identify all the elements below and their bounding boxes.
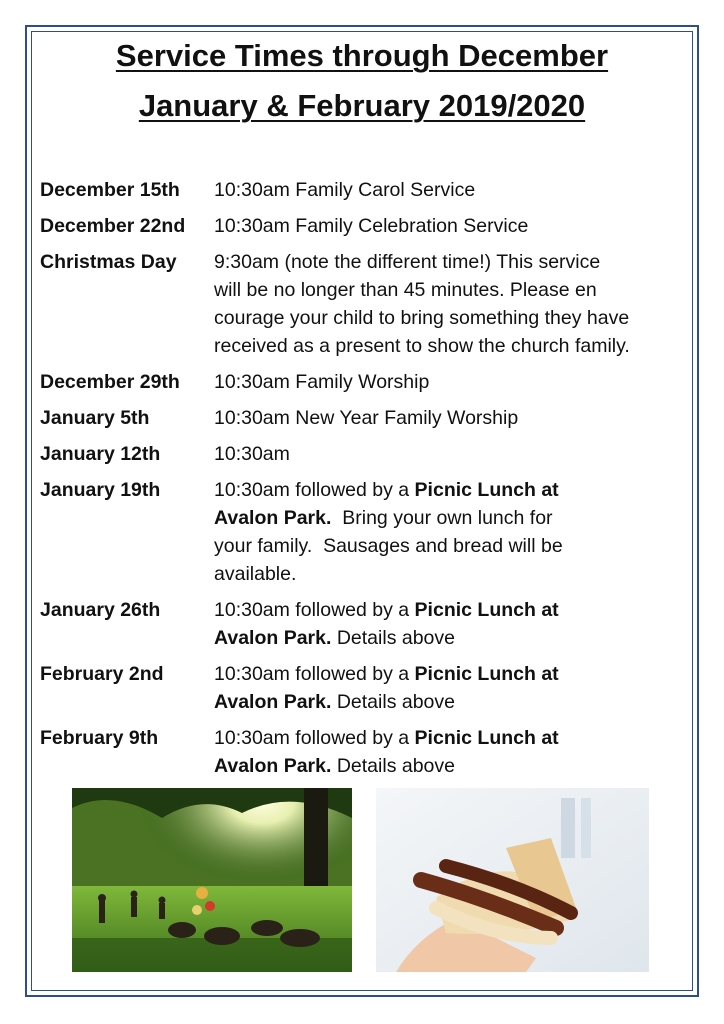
service-date: December 15th [40,179,180,201]
schedule-row [40,212,690,240]
schedule-row [40,440,690,468]
service-description [214,476,690,588]
description-line: available. [214,563,297,585]
picnic-highlight: Picnic Lunch at [414,727,559,749]
schedule-row [40,724,690,780]
service-description [214,660,690,716]
picnic-highlight: Picnic Lunch at [414,599,559,621]
location-highlight: Avalon Park. [214,755,332,777]
page-title-line2: January & February 2019/2020 [138,88,586,123]
service-date: February 9th [40,727,159,749]
service-date: December 22nd [40,215,186,237]
sausage-in-bread-photo [376,788,649,972]
service-description: 10:30am Family Celebration Service [214,215,529,237]
location-highlight: Avalon Park. [214,691,332,713]
location-highlight: Avalon Park. [214,627,332,649]
page-title-line1: Service Times through December [115,38,609,73]
schedule-row [40,596,690,652]
schedule-row [40,176,690,204]
schedule-row [40,660,690,716]
description-text: Details above [331,627,455,649]
description-line: 9:30am (note the different time!) This service [214,251,601,273]
service-description: 10:30am [214,443,290,465]
service-description [214,248,690,360]
description-text: 10:30am followed by a [214,599,415,621]
schedule-row [40,248,690,360]
schedule-row [40,368,690,396]
service-description: 10:30am Family Worship [214,371,430,393]
schedule-row [40,404,690,432]
service-date: December 29th [40,371,180,393]
service-date: January 26th [40,599,161,621]
service-date: January 19th [40,479,161,501]
service-description: 10:30am Family Carol Service [214,179,476,201]
description-line: courage your child to bring something they have [214,307,630,329]
description-text: 10:30am followed by a [214,663,415,685]
schedule-row [40,476,690,588]
service-description [214,596,690,652]
description-text: Bring your own lunch for [331,507,553,529]
service-description: 10:30am New Year Family Worship [214,407,519,429]
description-line: received as a present to show the church family. [214,335,630,357]
description-text: Details above [331,691,455,713]
description-text: 10:30am followed by a [214,479,415,501]
picnic-in-park-photo [72,788,352,972]
service-schedule [40,176,690,788]
description-text: 10:30am followed by a [214,727,415,749]
description-line: your family. Sausages and bread will be [214,535,563,557]
description-line: will be no longer than 45 minutes. Please en [214,279,597,301]
picnic-highlight: Picnic Lunch at [414,479,559,501]
service-date: January 5th [40,407,150,429]
service-date: February 2nd [40,663,164,685]
service-date: Christmas Day [40,251,177,273]
service-description [214,724,690,780]
service-date: January 12th [40,443,161,465]
description-text: Details above [331,755,455,777]
location-highlight: Avalon Park. [214,507,332,529]
picnic-highlight: Picnic Lunch at [414,663,559,685]
